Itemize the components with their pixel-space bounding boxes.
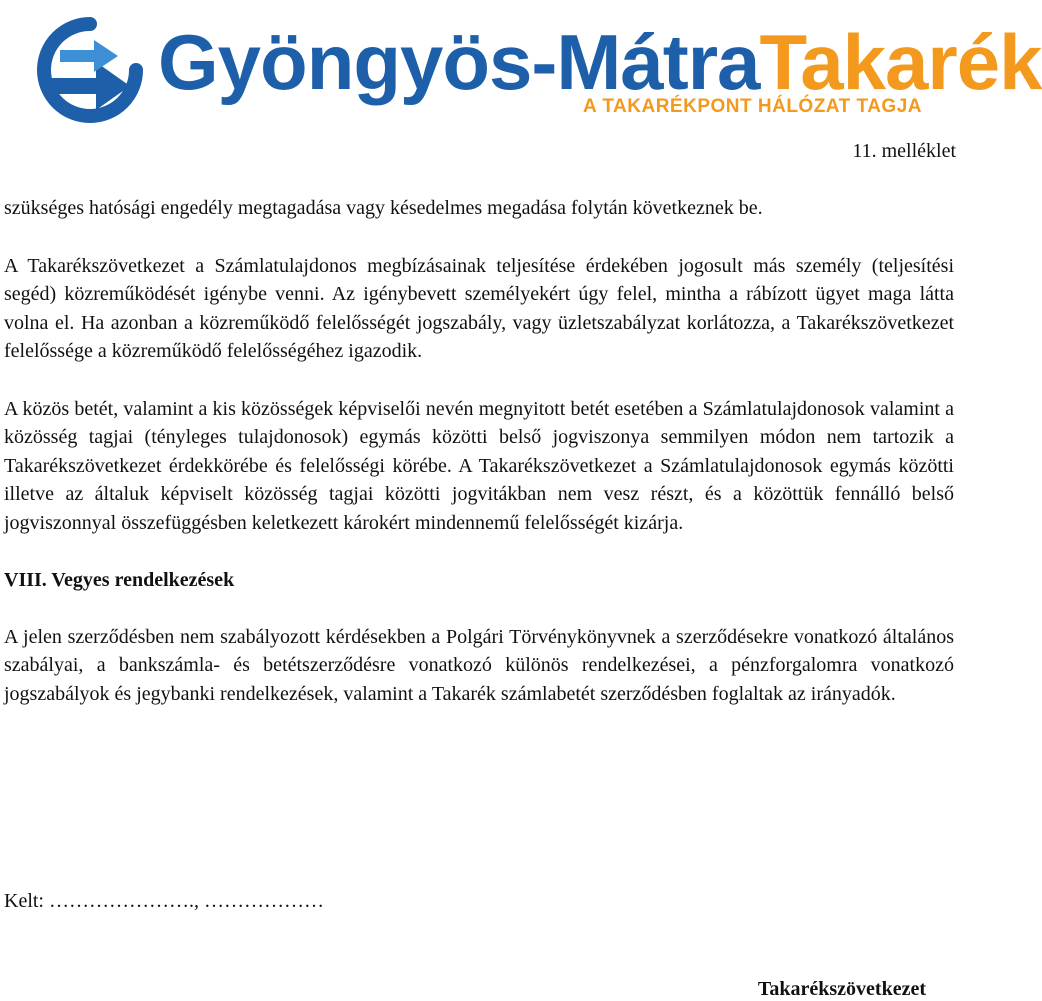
logo-main-text: Gyöngyös-Mátra [158, 18, 760, 106]
date-line: Kelt: …………………., ……………… [4, 890, 324, 912]
logo-tagline: A TAKARÉKPONT HÁLÓZAT TAGJA [583, 96, 922, 117]
signature-block: Takarékszövetkezet [757, 978, 926, 1000]
bank-logo [30, 16, 1042, 126]
paragraph: A Takarékszövetkezet a Számlatulajdonos megbízásainak teljesítése érdekében jogosult más személy (teljesítési segéd) közreműködését igénybe venni. Az igénybevett személyekért úgy felel, mintha a rábízott ügyet maga látta volna el. Ha azonban a közreműködő felelősségét jogszabály, vagy üzletszabályzat korlátozza, a Takarékszövetkezet felelőssége a közreműködő felelősségéhez igazodik. [4, 254, 954, 362]
paragraph: A közös betét, valamint a kis közösségek képviselői nevén megnyitott betét esetében a Számlatulajdonosok valamint a közösség tagjai (tényleges tulajdonosok) egymás közötti belső jogviszonya semmilyen módon nem tartozik a Takarékszövetkezet érdekkörébe és felelősségi körébe. A Takarékszövetkezet a Számlatulajdonosok egymás közötti illetve az általuk képviselt közösség tagjai közötti jogvitákban nem vesz részt, és a közöttük fennálló belső jogviszonnyal összefüggésben keletkezett károkért mindennemű felelősségét kizárja. [4, 397, 954, 534]
paragraph: szükséges hatósági engedély megtagadása vagy késedelmes megadása folytán következnek be. [4, 197, 763, 219]
logo-arrow-icon [30, 16, 150, 126]
annex-label: 11. melléklet [852, 140, 956, 162]
logo-accent-text: Takarék [759, 18, 1042, 106]
section-heading: VIII. Vegyes rendelkezések [4, 569, 235, 591]
document-body [4, 194, 954, 737]
section-paragraph: A jelen szerződésben nem szabályozott kérdésekben a Polgári Törvénykönyvnek a szerződésekre vonatkozó általános szabályai, a bankszámla- és betétszerződésre vonatkozó különös rendelkezései, a pénzforgalomra vonatkozó jogszabályok és jegybanki rendelkezések, valamint a Takarék számlabetét szerződésben foglaltak az irányadók. [4, 625, 954, 705]
